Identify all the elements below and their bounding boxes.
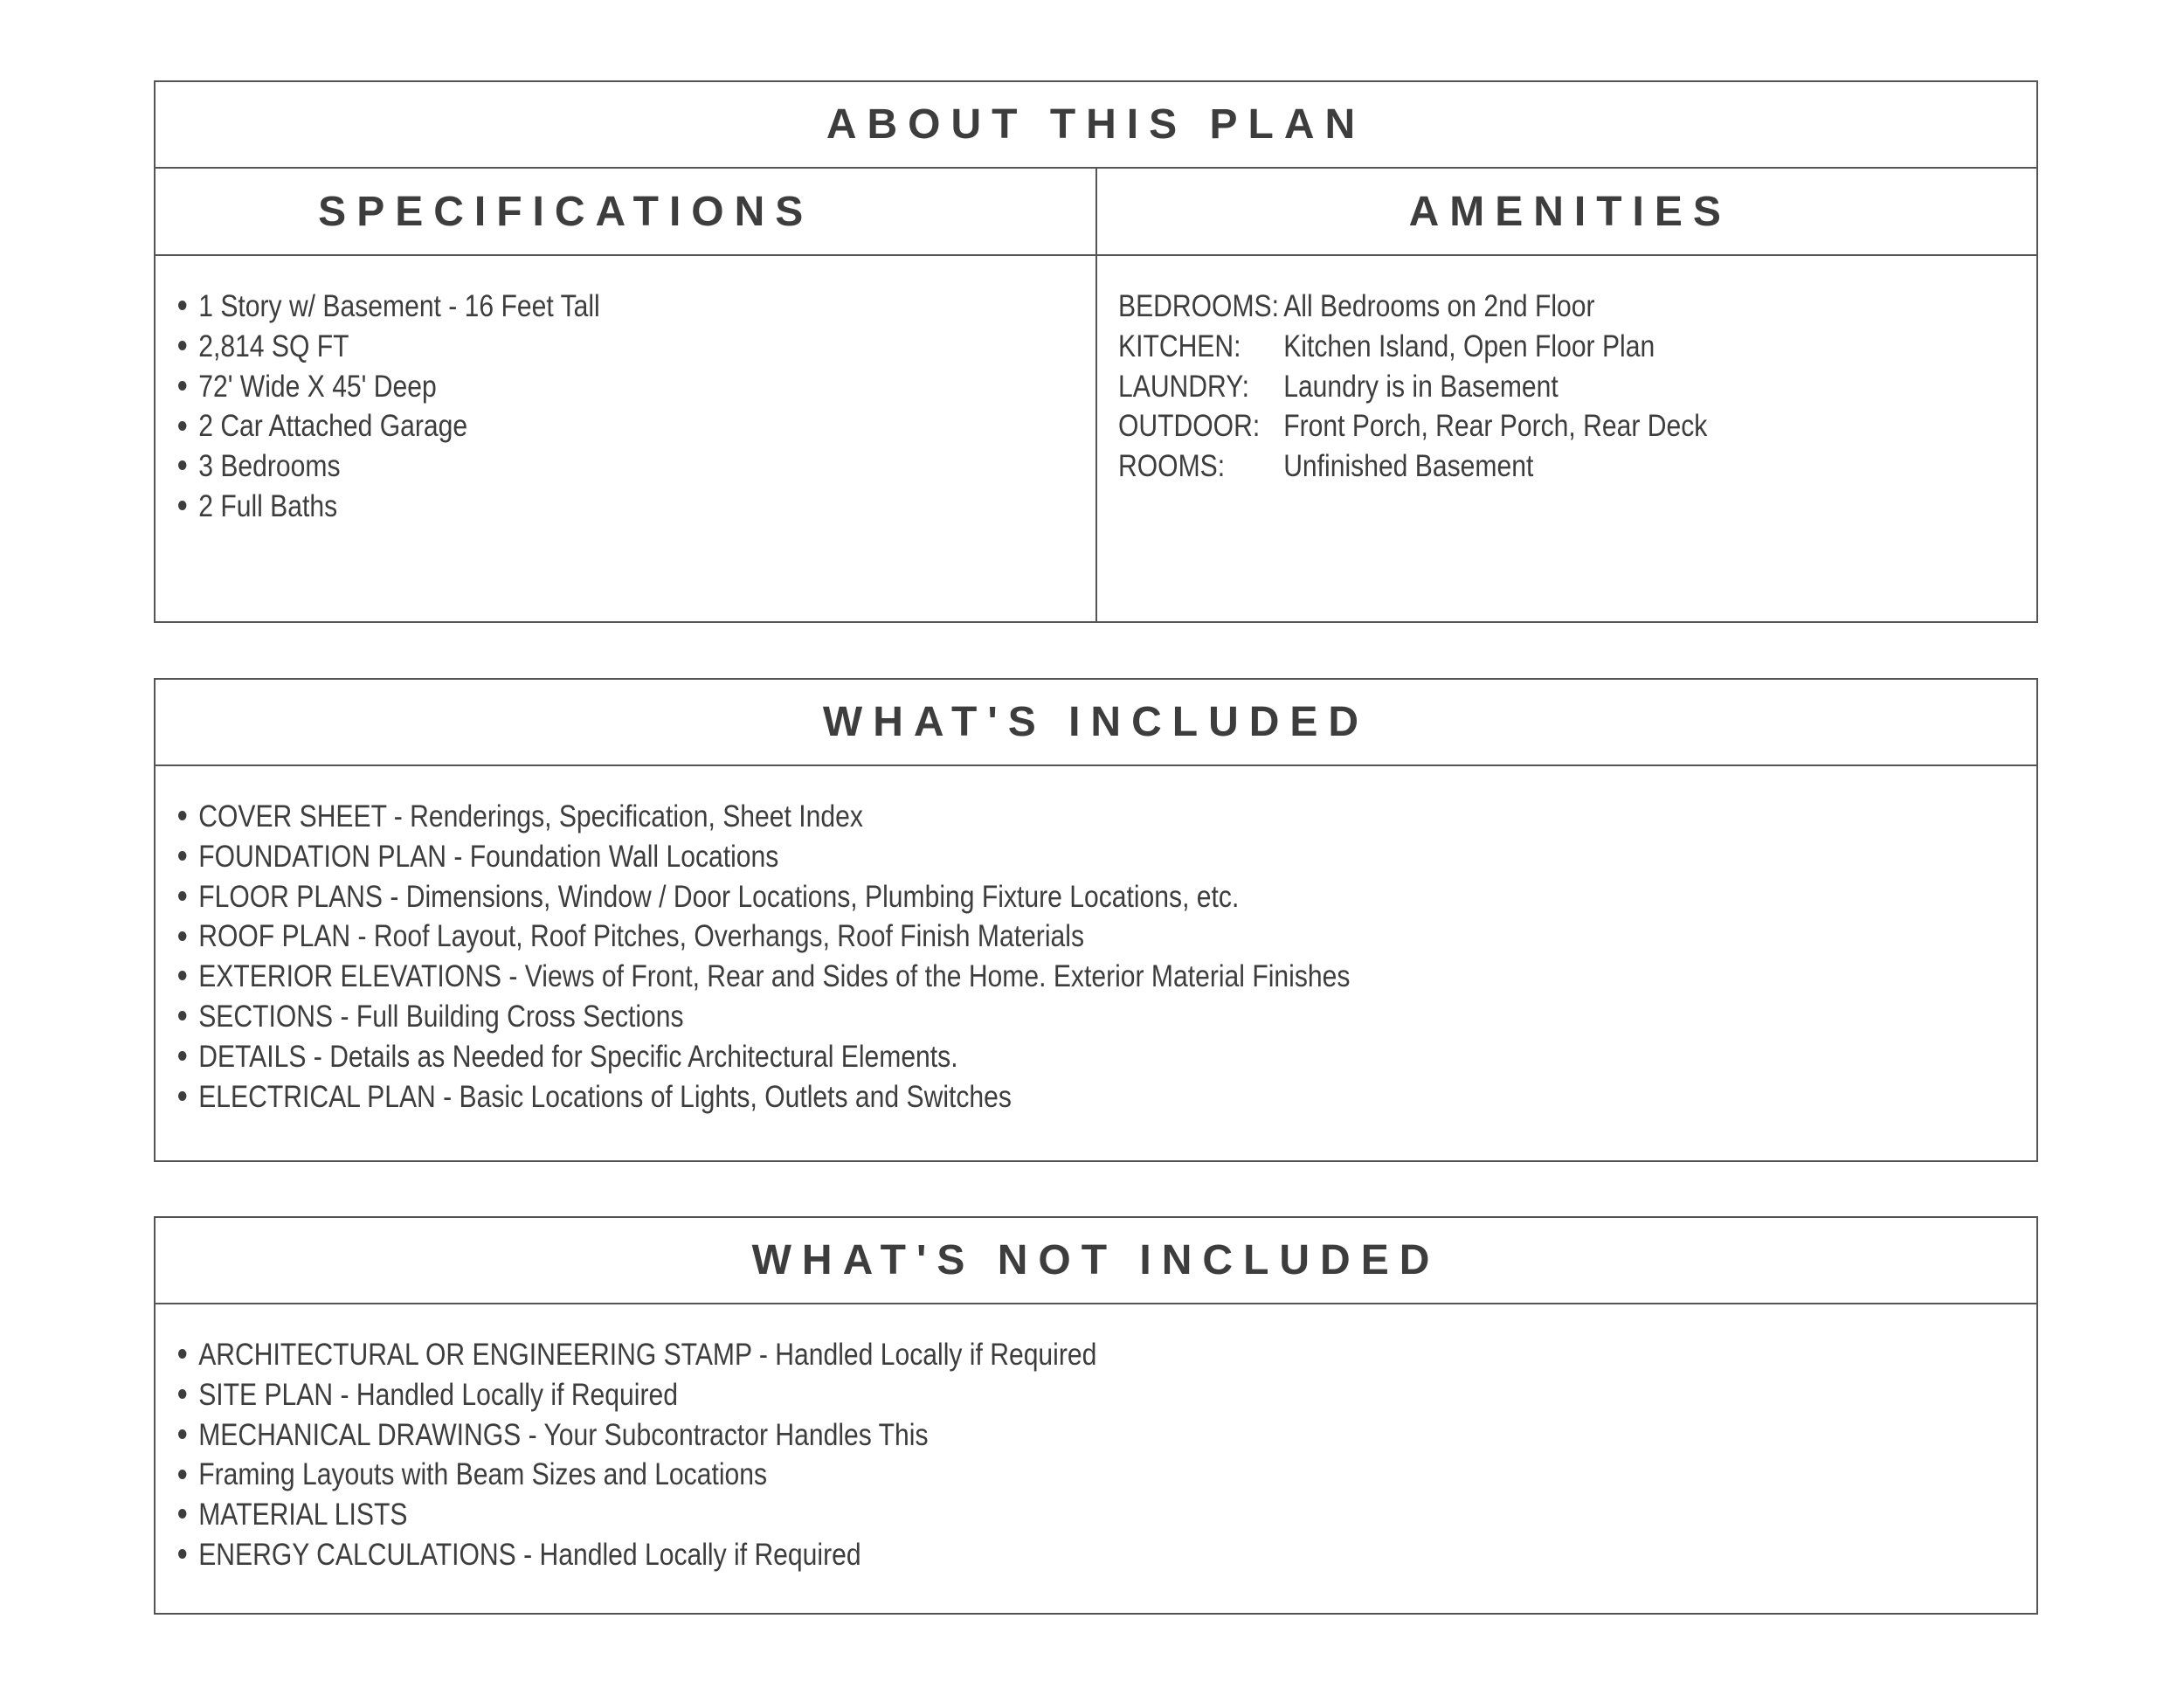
- about-plan-section: [154, 80, 2038, 623]
- specifications-list: [156, 256, 1095, 527]
- included-item-text: COVER SHEET - Renderings, Specification, Sheet Index: [198, 799, 863, 834]
- bullet-icon: [178, 501, 186, 510]
- bullet-icon: [178, 1509, 186, 1519]
- whats-included-header: [156, 680, 2036, 766]
- included-item-text: FLOOR PLANS - Dimensions, Window / Door Locations, Plumbing Fixture Locations, etc.: [198, 879, 1240, 914]
- bullet-icon: [178, 381, 186, 391]
- list-item: [178, 997, 1776, 1037]
- list-item: [178, 1375, 1776, 1415]
- bullet-icon: [178, 1389, 186, 1399]
- amenity-label: ROOMS:: [1117, 449, 1225, 484]
- list-item: [178, 1455, 1776, 1495]
- amenity-value: All Bedrooms on 2nd Floor: [1282, 289, 1595, 323]
- not-included-item-text: ARCHITECTURAL OR ENGINEERING STAMP - Handled Locally if Required: [198, 1338, 1097, 1372]
- specification-text: 2 Full Baths: [198, 488, 338, 523]
- bullet-icon: [178, 971, 186, 980]
- included-item-text: SECTIONS - Full Building Cross Sections: [198, 999, 684, 1034]
- list-item: [178, 917, 1776, 957]
- specification-text: 3 Bedrooms: [198, 449, 341, 484]
- amenity-label: BEDROOMS:: [1117, 289, 1279, 323]
- bullet-icon: [178, 1470, 186, 1479]
- specification-text: 2,814 SQ FT: [198, 329, 349, 363]
- specification-text: 2 Car Attached Garage: [198, 409, 468, 444]
- bullet-icon: [178, 851, 186, 861]
- included-item-text: FOUNDATION PLAN - Foundation Wall Locations: [198, 839, 779, 874]
- amenity-label: LAUNDRY:: [1117, 369, 1249, 404]
- about-plan-header: [156, 82, 2036, 169]
- amenity-row: [1118, 406, 1908, 446]
- list-item: [178, 1415, 1776, 1456]
- bullet-icon: [178, 891, 186, 901]
- amenity-value: Front Porch, Rear Porch, Rear Deck: [1282, 409, 1707, 444]
- list-item: [178, 1077, 1776, 1117]
- amenities-title: AMENITIES: [1408, 188, 1731, 235]
- list-item: [178, 1037, 1776, 1077]
- amenities-list: [1097, 256, 2037, 487]
- amenity-label: OUTDOOR:: [1117, 409, 1260, 444]
- amenity-row: [1118, 287, 1908, 327]
- not-included-item-text: Framing Layouts with Beam Sizes and Locations: [198, 1457, 768, 1492]
- included-item-text: DETAILS - Details as Needed for Specific Architectural Elements.: [198, 1039, 958, 1074]
- amenity-value: Laundry is in Basement: [1282, 369, 1559, 404]
- amenities-column: [1095, 256, 2037, 621]
- list-item: [178, 446, 967, 487]
- about-subheader-row: [156, 169, 2036, 256]
- whats-not-included-header: [156, 1218, 2036, 1304]
- specification-text: 1 Story w/ Basement - 16 Feet Tall: [198, 289, 600, 323]
- about-plan-title: ABOUT THIS PLAN: [826, 101, 1366, 148]
- bullet-icon: [178, 811, 186, 820]
- list-item: [178, 487, 967, 527]
- list-item: [178, 1535, 1776, 1575]
- bullet-icon: [178, 421, 186, 431]
- bullet-icon: [178, 341, 186, 350]
- included-item-text: ROOF PLAN - Roof Layout, Roof Pitches, Overhangs, Roof Finish Materials: [198, 919, 1084, 954]
- bullet-icon: [178, 460, 186, 470]
- amenity-row: [1118, 327, 1908, 367]
- whats-not-included-title: WHAT'S NOT INCLUDED: [751, 1237, 1441, 1283]
- list-item: [178, 877, 1776, 917]
- list-item: [178, 287, 967, 327]
- included-item-text: EXTERIOR ELEVATIONS - Views of Front, Rear and Sides of the Home. Exterior Material Finishes: [198, 959, 1351, 994]
- whats-not-included-list: [156, 1304, 2036, 1575]
- amenities-header: [1095, 169, 2037, 254]
- bullet-icon: [178, 931, 186, 941]
- bullet-icon: [178, 1051, 186, 1061]
- list-item: [178, 957, 1776, 997]
- amenity-value: Kitchen Island, Open Floor Plan: [1282, 329, 1655, 363]
- amenity-label: KITCHEN:: [1117, 329, 1241, 363]
- list-item: [178, 837, 1776, 877]
- amenity-value: Unfinished Basement: [1282, 449, 1533, 484]
- whats-included-section: [154, 678, 2038, 1162]
- whats-not-included-section: [154, 1216, 2038, 1615]
- not-included-item-text: ENERGY CALCULATIONS - Handled Locally if Required: [198, 1537, 861, 1572]
- specification-text: 72' Wide X 45' Deep: [198, 369, 437, 404]
- list-item: [178, 1495, 1776, 1535]
- included-item-text: ELECTRICAL PLAN - Basic Locations of Lights, Outlets and Switches: [198, 1079, 1012, 1114]
- bullet-icon: [178, 1549, 186, 1559]
- list-item: [178, 406, 967, 446]
- specifications-title: SPECIFICATIONS: [318, 188, 814, 235]
- list-item: [178, 797, 1776, 837]
- not-included-item-text: SITE PLAN - Handled Locally if Required: [198, 1377, 678, 1412]
- bullet-icon: [178, 1091, 186, 1101]
- amenity-row: [1118, 367, 1908, 407]
- whats-included-list: [156, 766, 2036, 1117]
- amenity-row: [1118, 446, 1908, 487]
- whats-included-title: WHAT'S INCLUDED: [822, 699, 1370, 745]
- specifications-column: [156, 256, 1095, 621]
- not-included-item-text: MECHANICAL DRAWINGS - Your Subcontractor Handles This: [198, 1417, 929, 1452]
- list-item: [178, 367, 967, 407]
- not-included-item-text: MATERIAL LISTS: [198, 1498, 408, 1532]
- bullet-icon: [178, 1429, 186, 1439]
- specifications-header: [156, 169, 1095, 254]
- list-item: [178, 1335, 1776, 1375]
- list-item: [178, 327, 967, 367]
- about-body: [156, 256, 2036, 621]
- bullet-icon: [178, 1011, 186, 1020]
- bullet-icon: [178, 1349, 186, 1359]
- bullet-icon: [178, 301, 186, 310]
